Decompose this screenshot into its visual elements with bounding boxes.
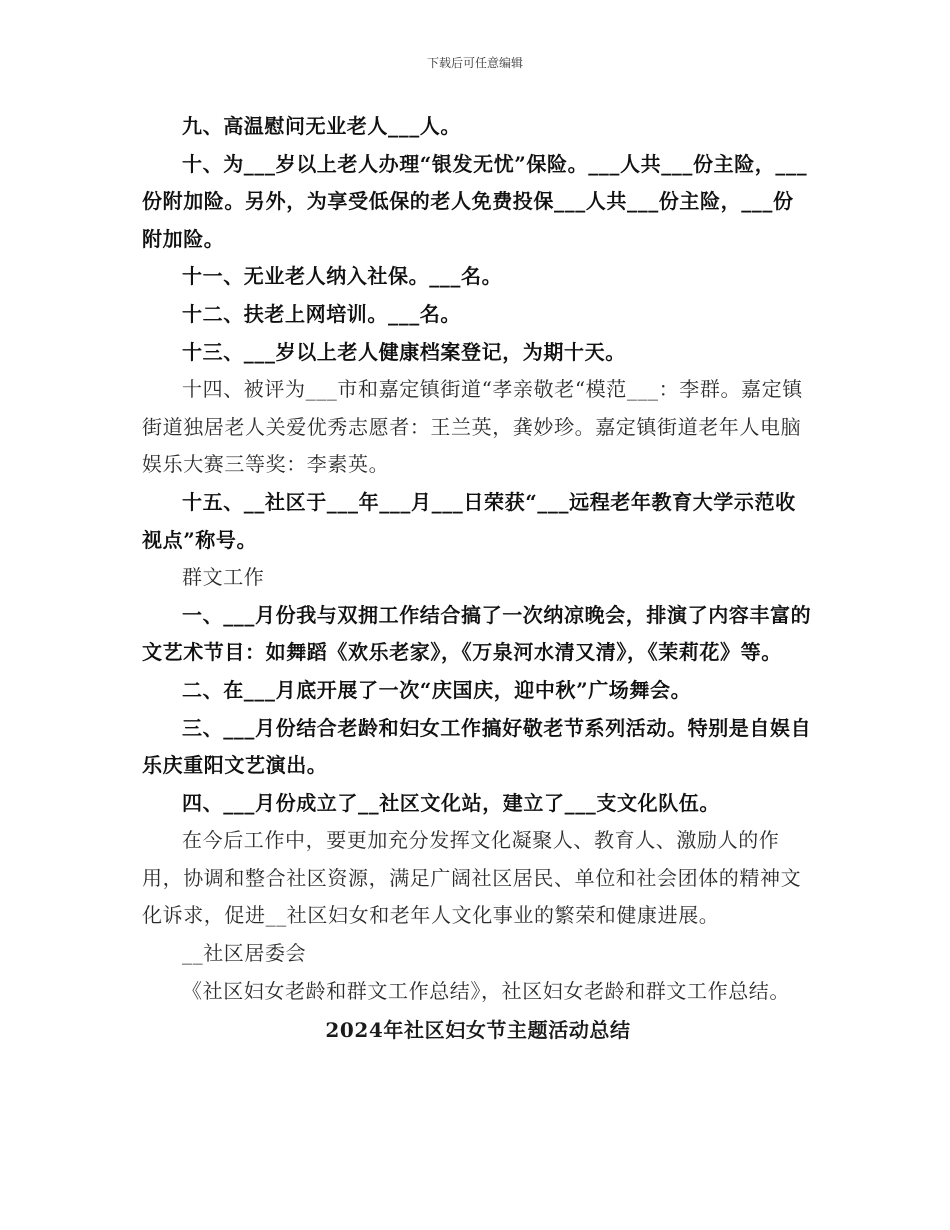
paragraph-cultural-4: 四、___月份成立了__社区文化站，建立了___支文化队伍。	[182, 790, 720, 815]
page-header: 下载后可任意编辑	[426, 56, 523, 70]
paragraph-cultural-1: 一、___月份我与双拥工作结合搞了一次纳凉晚会，排演了内容丰富的文艺术节目：如舞蹈《欢乐老家》，《万泉河水清又清》，《茉莉花》等。	[142, 602, 812, 665]
paragraph-item-15: 十五、__社区于___年___月___日荣获“___远程老年教育大学示范收视点”称号。	[142, 489, 796, 552]
paragraph-cultural-3: 三、___月份结合老龄和妇女工作搞好敬老节系列活动。特别是自娱自乐庆重阳文艺演出。	[142, 715, 812, 778]
paragraph-item-12: 十二、扶老上网培训。___名。	[182, 301, 461, 326]
paragraph-summary-note: 《社区妇女老龄和群文工作总结》，社区妇女老龄和群文工作总结。	[182, 978, 790, 1003]
paragraph-item-10: 十、为___岁以上老人办理“银发无忧”保险。___人共___份主险，___份附加险。另外，为享受低保的老人免费投保___人共___份主险，___份附加险。	[142, 151, 808, 251]
paragraph-item-9: 九、高温慰问无业老人___人。	[182, 114, 461, 138]
paragraph-item-13: 十三、___岁以上老人健康档案登记，为期十天。	[182, 339, 626, 364]
paragraph-future-work: 在今后工作中，要更加充分发挥文化凝聚人、教育人、激励人的作用，协调和整合社区资源，满足广阔社区居民、单位和社会团体的精神文化诉求，促进__社区妇女和老年人文化事业的繁荣和健康进展。	[142, 828, 802, 928]
section-heading-cultural-work: 群文工作	[182, 565, 265, 590]
signature-committee: __社区居委会	[182, 941, 307, 966]
next-document-title: 2024年社区妇女节主题活动总结	[325, 1018, 631, 1043]
paragraph-cultural-2: 二、在___月底开展了一次“庆国庆，迎中秋”广场舞会。	[182, 677, 692, 702]
document-body	[142, 108, 814, 1050]
paragraph-item-11: 十一、无业老人纳入社保。___名。	[182, 264, 503, 289]
paragraph-item-14: 十四、被评为___市和嘉定镇街道“孝亲敬老“模范___：李群。嘉定镇街道独居老人关爱优秀志愿者：王兰英，龚妙珍。嘉定镇街道老年人电脑娱乐大赛三等奖：李素英。	[142, 377, 803, 477]
